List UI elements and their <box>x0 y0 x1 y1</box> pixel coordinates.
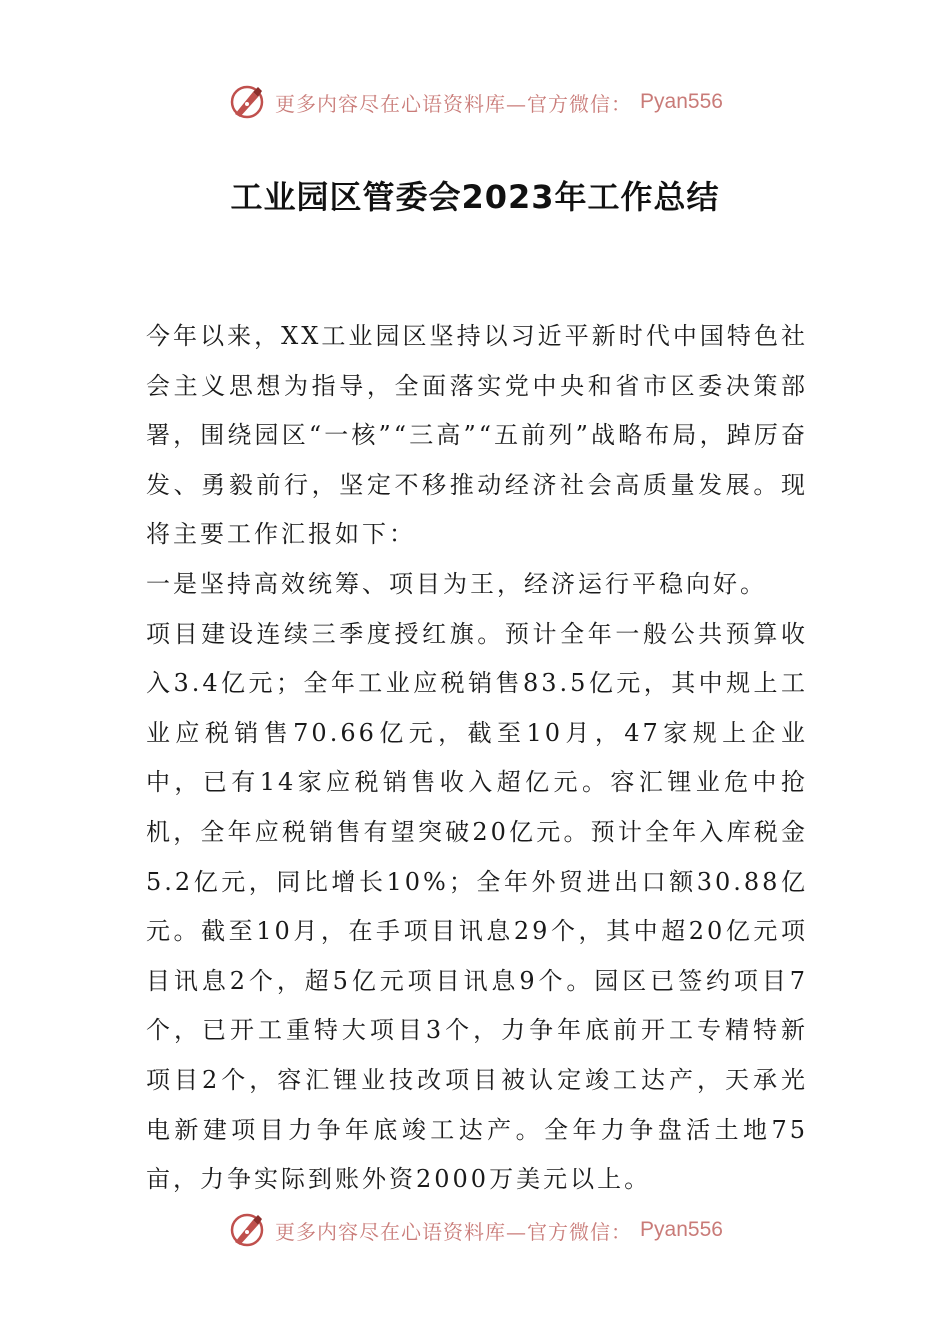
document-body <box>146 312 808 1205</box>
footer-wechat-id: Pyan556 <box>640 1218 723 1241</box>
paragraph-project-details: 项目建设连续三季度授红旗。预计全年一般公共预算收入3.4亿元；全年工业应税销售83.5亿元，其中规上工业应税销售70.66亿元，截至10月，47家规上企业中，已有14家应税销售收入超亿元。容汇锂业危中抢机，全年应税销售有望突破20亿元。预计全年入库税金5.2亿元，同比增长10%；全年外贸进出口额30.88亿元。截至10月，在手项目讯息29个，其中超20亿元项目讯息2个，超5亿元项目讯息9个。园区已签约项目7个，已开工重特大项目3个，力争年底前开工专精特新项目2个，容汇锂业技改项目被认定竣工达产，天承光电新建项目力争年底竣工达产。全年力争盘活土地75亩，力争实际到账外资2000万美元以上。 <box>146 619 808 1194</box>
footer-banner-text: 更多内容尽在心语资料库—官方微信： <box>275 1219 633 1244</box>
header-banner <box>0 80 950 124</box>
header-banner-text: 更多内容尽在心语资料库—官方微信： <box>275 91 633 116</box>
paragraph-section-heading: 一是坚持高效统筹、项目为王，经济运行平稳向好。 <box>146 569 767 598</box>
footer-banner <box>0 1208 950 1252</box>
header-wechat-id: Pyan556 <box>640 90 723 113</box>
paragraph-intro: 今年以来，XX工业园区坚持以习近平新时代中国特色社会主义思想为指导，全面落实党中央和省市区委决策部署，围绕园区“一核”“三高”“五前列”战略布局，踔厉奋发、勇毅前行，坚定不移推动经济社会高质量发展。现将主要工作汇报如下： <box>146 322 808 549</box>
pen-nib-logo-icon <box>227 82 267 122</box>
pen-nib-logo-icon <box>227 1210 267 1250</box>
document-title: 工业园区管委会2023年工作总结 <box>230 178 720 216</box>
